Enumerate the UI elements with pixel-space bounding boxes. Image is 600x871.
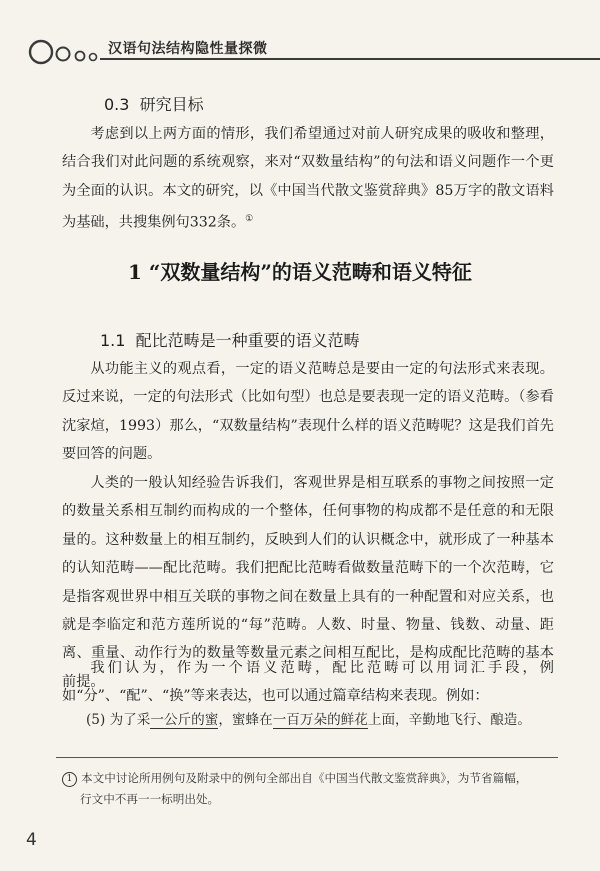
page-number: 4 (26, 830, 37, 850)
section-0-3-title: 研究目标 (139, 95, 204, 114)
footnote-text-1: 本文中讨论所用例句及附录中的例句全部出自《中国当代散文鉴赏辞典》，为节省篇幅， (81, 771, 528, 785)
section-1-1-paragraph-3: 我们认为，作为一个语义范畴，配比范畴可以用词汇手段，例如“分”、“配”、“换”等来表达，也可以通过篇章结构来表现。例如： (62, 660, 554, 705)
footnote (62, 768, 556, 810)
example-5-text-2: ，蜜蜂在 (218, 712, 273, 728)
section-0-3-number: 0.3 (104, 95, 130, 114)
example-5-underlined-2: 一百万朵的鲜花 (272, 712, 368, 728)
section-1-1-title: 配比范畴是一种重要的语义范畴 (135, 331, 360, 350)
header-circles-ornament (28, 38, 108, 68)
example-5-underlined-1: 一公斤的蜜 (150, 712, 219, 728)
running-header-title: 汉语句法结构隐性量探微 (108, 41, 268, 57)
section-0-3-heading (104, 92, 204, 115)
footnote-line-2: 行文中不再一一标明出处。 (80, 792, 220, 806)
footnote-marker: 1 (62, 772, 77, 787)
footnote-reference: ① (245, 214, 254, 225)
footnote-rule (56, 757, 558, 758)
footnote-line-1 (62, 768, 556, 789)
section-1-1-heading (100, 328, 360, 351)
section-0-3-text: 考虑到以上两方面的情形，我们希望通过对前人研究成果的吸收和整理，结合我们对此问题的系统观察，来对“双数量结构”的句法和语义问题作一个更为全面的认识。本文的研究，以《中国当代散文鉴赏辞典》85万字的散文语料为基础，共搜集例句332条。 (62, 126, 554, 231)
example-5-text-1: 为了采 (109, 712, 151, 728)
section-1-1-paragraph-1: 从功能主义的观点看，一定的语义范畴总是要由一定的句法形式来表现。反过来说，一定的句法形式（比如句型）也总是要表现一定的语义范畴。（参看沈家煊，1993）那么，“双数量结构”表现什么样的语义范畴呢？这是我们首先要回答的问题。 (62, 361, 554, 463)
example-5 (86, 708, 566, 728)
section-0-3-paragraph (62, 120, 554, 237)
section-1-1-paragraph-2: 人类的一般认知经验告诉我们，客观世界是相互联系的事物之间按照一定的数量关系相互制约而构成的一个整体，任何事物的构成都不是任意的和无限量的。这种数量上的相互制约，反映到人们的认识概念中，就形成了一种基本的认知范畴——配比范畴。我们把配比范畴看做数量范畴下的一个次范畴，它是指客观世界中相互关联的事物之间在数量上具有的一种配置和对应关系，也就是李临定和范方莲所说的“每”范畴。人数、时量、物量、钱数、动量、距离、重量、动作行为的数量等数量元素之间相互配比，是构成配比范畴的基本前提。 (62, 475, 554, 690)
chapter-1-heading: 1 “双数量结构”的语义范畴和语义特征 (128, 260, 472, 284)
example-5-text-3: 上面，辛勤地飞行、酿造。 (367, 712, 531, 728)
example-5-label: (5) (86, 712, 106, 728)
section-1-1-number: 1.1 (100, 331, 126, 350)
header-rule (100, 58, 600, 60)
